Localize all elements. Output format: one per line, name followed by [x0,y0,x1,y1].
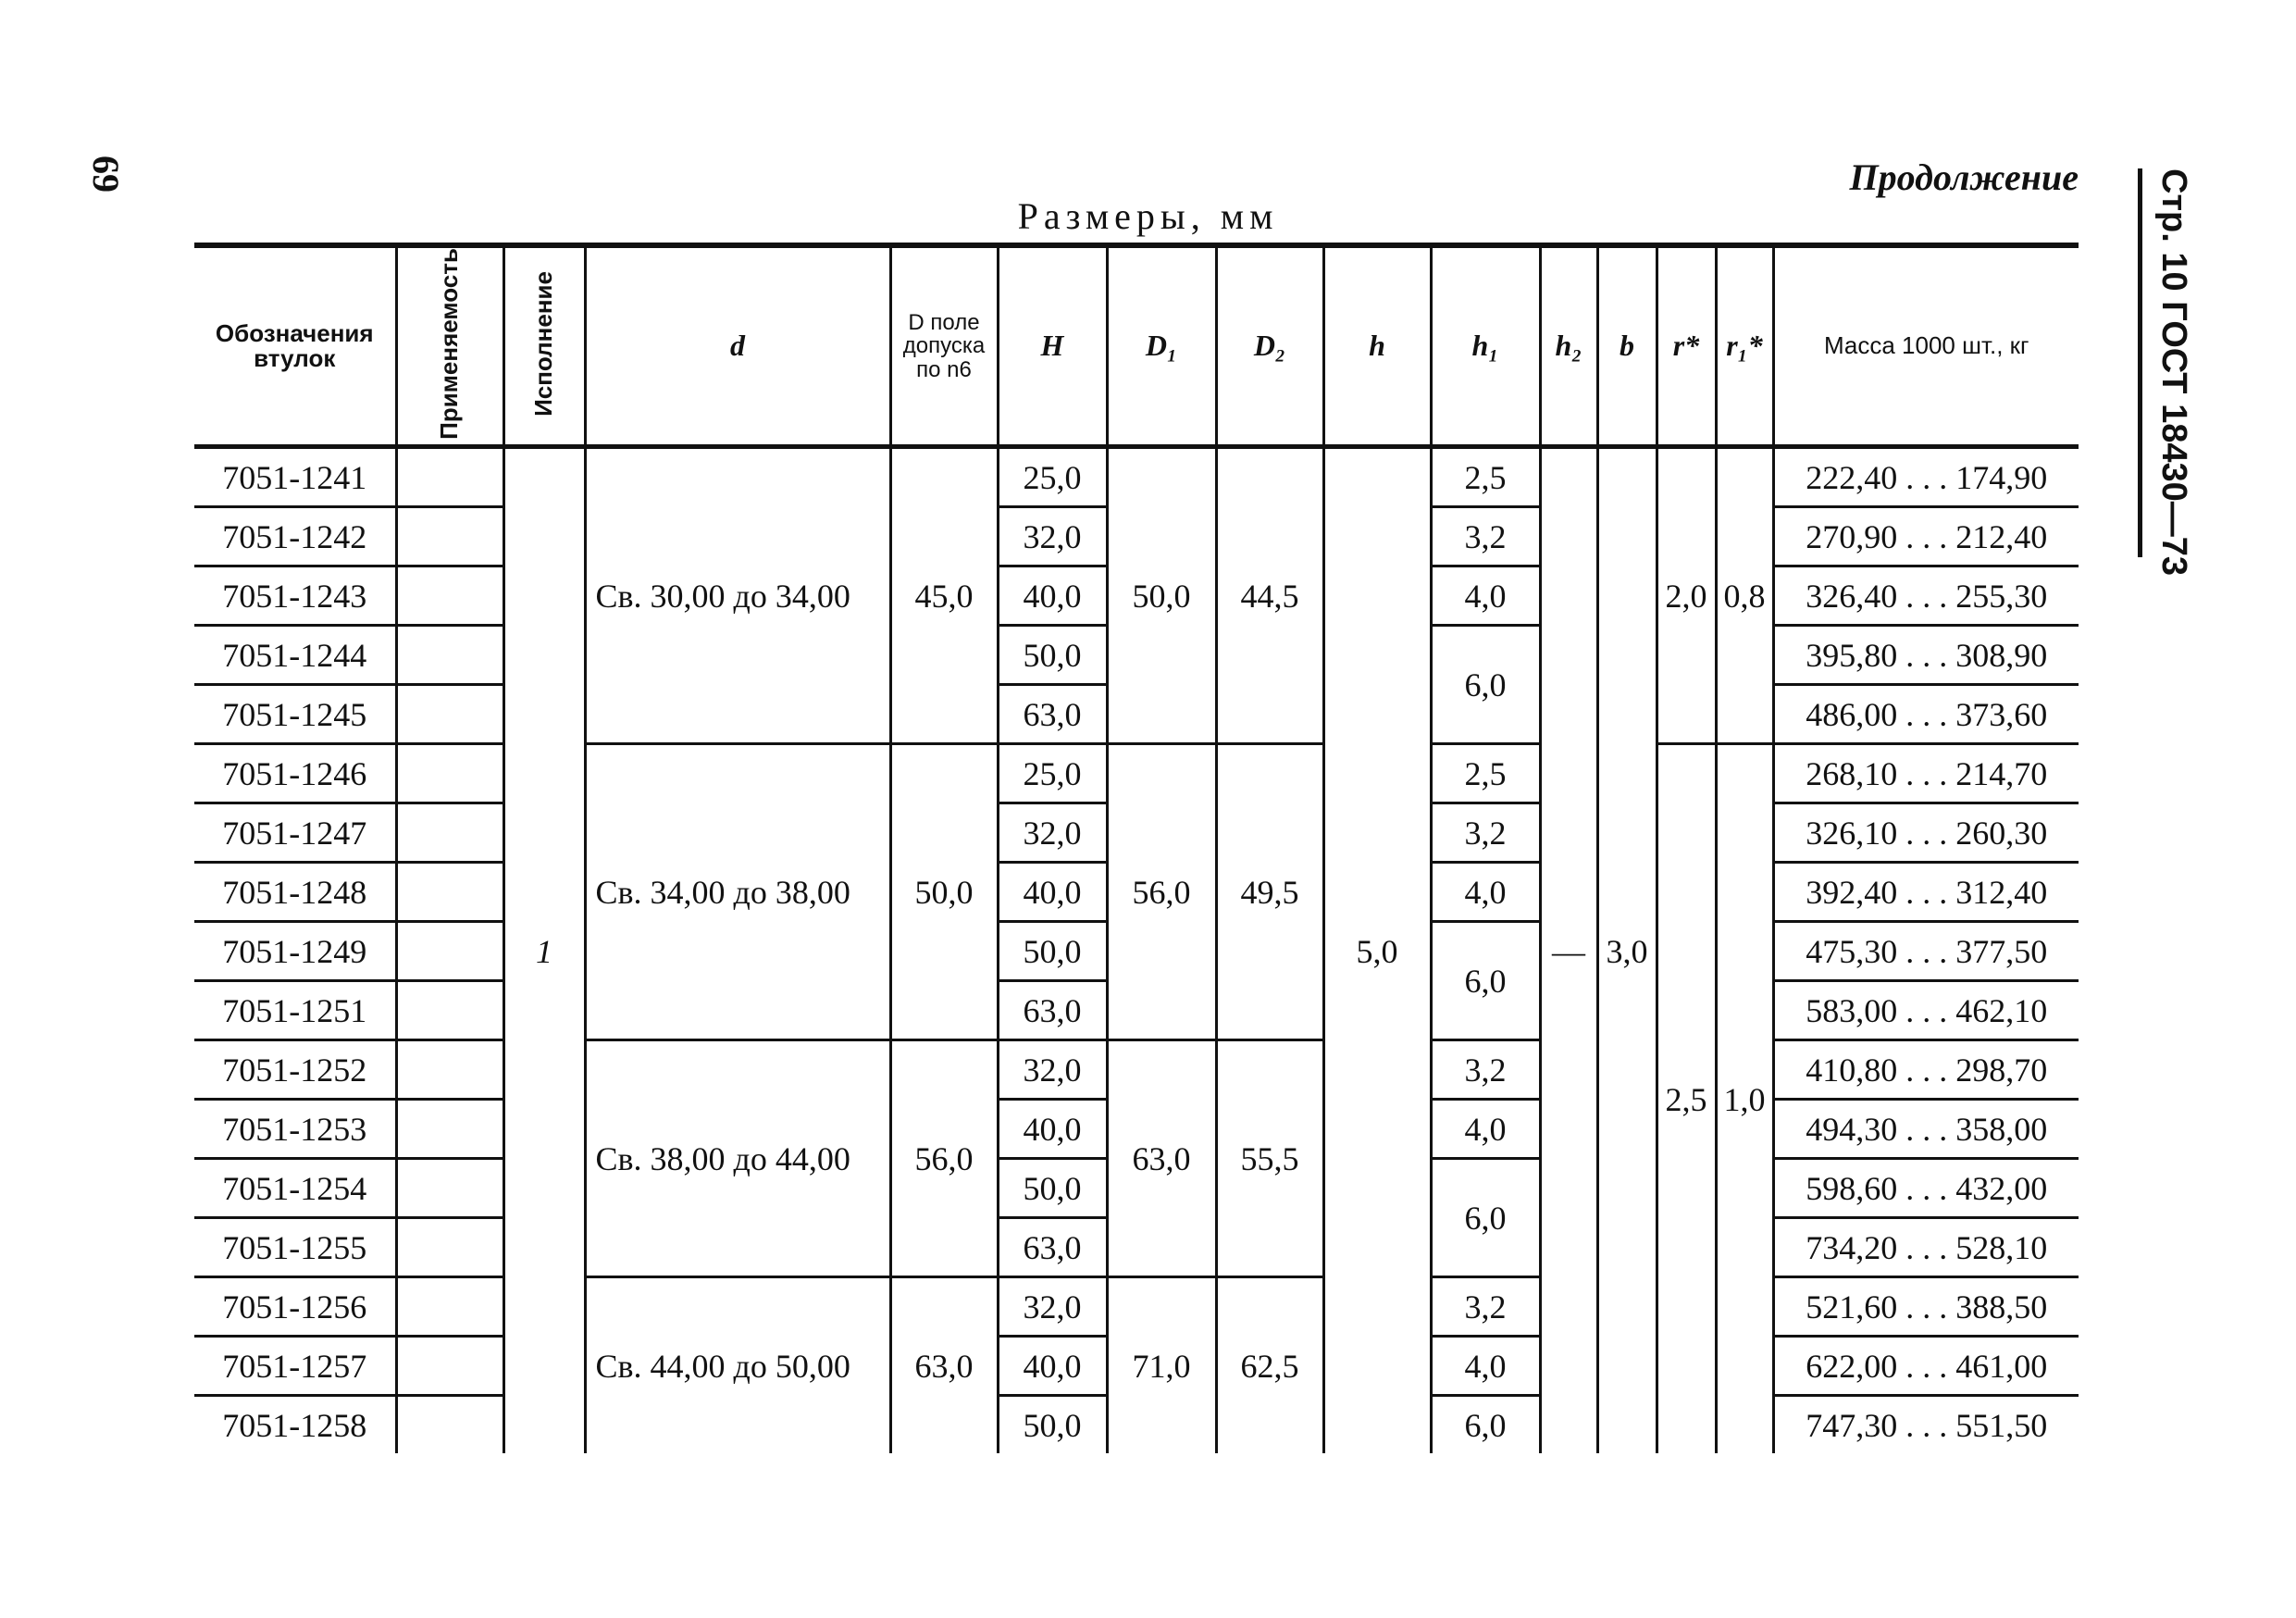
mass-cell: 494,30 . . . 358,00 [1773,1100,2079,1159]
header-version [503,245,585,447]
h1-cell: 4,0 [1431,1100,1540,1159]
h1-cell: 2,5 [1431,744,1540,803]
D-cell: 56,0 [890,1040,998,1277]
designation-cell: 7051-1255 [194,1218,396,1277]
designation-cell: 7051-1258 [222,1406,367,1444]
applicability-cell [396,803,503,863]
H-cell: 25,0 [998,744,1107,803]
mass-cell: 392,40 . . . 312,40 [1773,863,2079,922]
designation-cell: 7051-1252 [194,1040,396,1100]
version-value: 1 [536,932,552,970]
header-r1: r₁* [1716,245,1773,447]
mass-cell: 734,20 . . . 528,10 [1773,1218,2079,1277]
header-D1: D₁ [1107,245,1216,447]
b-cell: 3,0 [1597,447,1657,1454]
designation-cell: 7051-1254 [194,1159,396,1218]
H-cell: 63,0 [998,1218,1107,1277]
applicability-cell [396,1277,503,1337]
mass-cell: 410,80 . . . 298,70 [1773,1040,2079,1100]
header-d: d [585,245,890,447]
designation-cell: 7051-1247 [194,803,396,863]
mass-cell: 598,60 . . . 432,00 [1773,1159,2079,1218]
h1-cell: 4,0 [1431,566,1540,626]
header-version-text: Исполнение [529,270,558,417]
header-row [194,245,2079,447]
H-cell: 50,0 [998,922,1107,981]
designation-cell: 7051-1253 [194,1100,396,1159]
designation-cell: 7051-1257 [194,1337,396,1396]
table-row [194,1277,2079,1337]
D1-cell: 56,0 [1107,744,1216,1040]
applicability-cell [396,922,503,981]
D2-cell: 62,5 [1216,1277,1323,1454]
H-cell: 63,0 [998,981,1107,1040]
table-row [194,1040,2079,1100]
h1-cell: 6,0 [1431,1396,1540,1454]
header-D: D поле допуска по n6 [890,245,998,447]
D-cell: 45,0 [890,447,998,744]
table-row [194,744,2079,803]
header-applicability [396,245,503,447]
applicability-cell [396,863,503,922]
applicability-cell [396,1396,503,1454]
designation-cell: 7051-1243 [194,566,396,626]
h1-cell: 6,0 [1431,626,1540,744]
mass-cell: 747,30 . . . 551,50 [1773,1396,2079,1454]
header-b: b [1597,245,1657,447]
h1-cell: 4,0 [1431,1337,1540,1396]
designation-cell: 7051-1249 [194,922,396,981]
mass-cell: 622,00 . . . 461,00 [1773,1337,2079,1396]
designation-cell: 7051-1245 [194,685,396,744]
D1-cell: 63,0 [1107,1040,1216,1277]
side-header: Стр. 10 ГОСТ 18430—73 [2154,168,2193,577]
D-cell: 63,0 [890,1277,998,1454]
H-cell: 50,0 [998,1396,1107,1454]
mass-cell: 268,10 . . . 214,70 [1773,744,2079,803]
designation-cell: 7051-1244 [194,626,396,685]
applicability-cell [396,447,503,507]
h1-cell: 4,0 [1431,863,1540,922]
mass-cell: 270,90 . . . 212,40 [1773,507,2079,566]
D2-cell: 44,5 [1216,447,1323,744]
dimensions-table [194,243,2079,1453]
applicability-cell [396,685,503,744]
H-cell: 50,0 [998,1159,1107,1218]
version-cell [503,447,585,1454]
d-cell: Св. 30,00 до 34,00 [585,447,890,744]
header-mass: Масса 1000 шт., кг [1773,245,2079,447]
header-h2: h₂ [1540,245,1597,447]
r-cell: 2,0 [1657,447,1716,744]
h1-cell: 2,5 [1431,447,1540,507]
mass-cell: 486,00 . . . 373,60 [1773,685,2079,744]
header-D2: D₂ [1216,245,1323,447]
applicability-cell [396,981,503,1040]
designation-cell: 7051-1256 [194,1277,396,1337]
mass-cell: 521,60 . . . 388,50 [1773,1277,2079,1337]
continuation-label: Продолжение [1849,156,2079,198]
d-cell: Св. 34,00 до 38,00 [585,744,890,1040]
H-cell: 32,0 [998,1040,1107,1100]
H-cell: 32,0 [998,803,1107,863]
applicability-cell [396,1337,503,1396]
header-applicability-text: Применяемость [435,248,464,440]
H-cell: 50,0 [998,626,1107,685]
mass-cell: 222,40 . . . 174,90 [1773,447,2079,507]
D1-cell: 50,0 [1107,447,1216,744]
mass-cell: 326,40 . . . 255,30 [1773,566,2079,626]
h1-cell: 3,2 [1431,803,1540,863]
designation-cell: 7051-1246 [194,744,396,803]
table-caption: Размеры, мм [1017,195,1279,237]
page-number: 69 [85,156,127,193]
mass-cell: 395,80 . . . 308,90 [1773,626,2079,685]
h1-cell: 3,2 [1431,507,1540,566]
d-cell: Св. 44,00 до 50,00 [585,1277,890,1454]
H-cell: 63,0 [998,685,1107,744]
header-h1: h₁ [1431,245,1540,447]
h1-cell: 6,0 [1431,1159,1540,1277]
applicability-cell [396,744,503,803]
h1-cell: 6,0 [1431,922,1540,1040]
mass-cell: 475,30 . . . 377,50 [1773,922,2079,981]
D-cell: 50,0 [890,744,998,1040]
table-row [194,447,2079,507]
H-cell: 40,0 [998,1337,1107,1396]
h1-cell: 3,2 [1431,1277,1540,1337]
designation-cell: 7051-1251 [194,981,396,1040]
applicability-cell [396,1040,503,1100]
d-cell: Св. 38,00 до 44,00 [585,1040,890,1277]
D2-cell: 55,5 [1216,1040,1323,1277]
applicability-cell [396,1159,503,1218]
designation-cell: 7051-1241 [194,447,396,507]
H-cell: 40,0 [998,863,1107,922]
applicability-cell [396,566,503,626]
applicability-cell [396,507,503,566]
h1-cell: 3,2 [1431,1040,1540,1100]
applicability-cell [396,1218,503,1277]
h2-cell: — [1540,447,1597,1454]
r1-cell: 1,0 [1716,744,1773,1454]
designation-cell: 7051-1242 [194,507,396,566]
H-cell: 40,0 [998,566,1107,626]
D2-cell: 49,5 [1216,744,1323,1040]
header-H: H [998,245,1107,447]
table-wrapper [194,243,2079,1453]
D1-cell: 71,0 [1107,1277,1216,1454]
applicability-cell [396,626,503,685]
r1-cell: 0,8 [1716,447,1773,744]
H-cell: 40,0 [998,1100,1107,1159]
mass-cell: 583,00 . . . 462,10 [1773,981,2079,1040]
header-h: h [1323,245,1431,447]
h-cell: 5,0 [1323,447,1431,1454]
designation-cell: 7051-1248 [194,863,396,922]
r-cell: 2,5 [1657,744,1716,1454]
header-designation: Обозначения втулок [194,245,396,447]
H-cell: 32,0 [998,507,1107,566]
mass-cell: 326,10 . . . 260,30 [1773,803,2079,863]
H-cell: 25,0 [998,447,1107,507]
H-cell: 32,0 [998,1277,1107,1337]
applicability-cell [396,1100,503,1159]
header-r: r* [1657,245,1716,447]
